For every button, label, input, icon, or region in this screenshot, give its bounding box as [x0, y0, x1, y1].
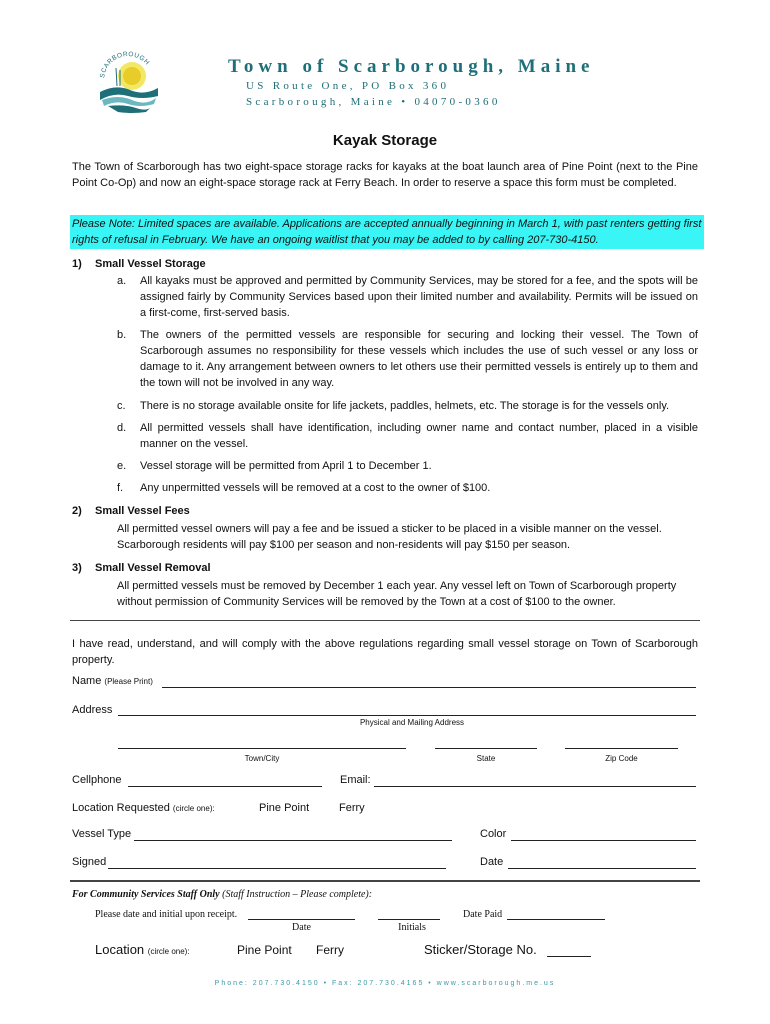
cellphone-field[interactable] — [128, 786, 322, 787]
name-hint: (Please Print) — [104, 677, 153, 686]
sticker-storage-field[interactable] — [547, 956, 591, 957]
intro-paragraph: The Town of Scarborough has two eight-space storage racks for kayaks at the boat launch area of Pine Point (next to the Pine Point Co-Op) and now an eight-space storage rack at Ferry Beach. In order to reserve a space this form must be completed. — [72, 161, 698, 189]
rule-letter: b. — [117, 329, 127, 341]
address-field[interactable] — [118, 715, 696, 716]
staff-option-pine-point[interactable]: Pine Point — [237, 943, 292, 957]
town-logo — [96, 46, 160, 118]
location-label — [72, 802, 215, 814]
email-label: Email: — [340, 774, 371, 786]
section-1-heading — [72, 258, 206, 270]
staff-date-field[interactable] — [248, 919, 355, 920]
logo-arc-text: SCARBOROUGH — [99, 50, 151, 79]
zip-field[interactable] — [565, 748, 678, 749]
date-field[interactable] — [508, 868, 696, 869]
color-field[interactable] — [511, 840, 696, 841]
rule-letter: c. — [117, 400, 126, 412]
rule-letter: d. — [117, 422, 127, 434]
rule-letter: a. — [117, 275, 127, 287]
address-caption: Physical and Mailing Address — [359, 718, 465, 727]
location-option-pine-point[interactable]: Pine Point — [259, 802, 310, 814]
state-field[interactable] — [435, 748, 537, 749]
state-caption: State — [476, 754, 496, 763]
name-label-text: Name — [72, 675, 102, 687]
rule-text: All permitted vessels shall have identification, including owner name and contact number, placed in a visible manner on the vessel. — [140, 422, 698, 450]
rule-text: All kayaks must be approved and permitted by Community Services, may be stored for a fee, and the spots will be assigned fairly by Community Services based upon their limited number and availability. Permits will be issued on a first-come, first-served basis. — [140, 275, 698, 319]
section-2-heading — [72, 505, 190, 517]
section-2-body: All permitted vessel owners will pay a fee and be issued a sticker to be placed in a visible manner on the vessel. Scarborough residents will pay $100 per season and non-residents will pay $150 per season. — [117, 523, 662, 551]
town-field[interactable] — [118, 748, 406, 749]
name-label — [72, 675, 153, 687]
staff-initials-field[interactable] — [378, 919, 440, 920]
address-label: Address — [72, 704, 113, 716]
address-line-1: US Route One, PO Box 360 — [246, 80, 450, 92]
rule-text: Vessel storage will be permitted from April 1 to December 1. — [140, 460, 432, 472]
section-1-number: 1) — [72, 258, 82, 270]
town-title: Town of Scarborough, Maine — [228, 56, 595, 77]
vessel-type-field[interactable] — [134, 840, 452, 841]
section-3-title: Small Vessel Removal — [95, 562, 211, 574]
staff-initials-caption: Initials — [398, 922, 426, 933]
address-line-2: Scarborough, Maine • 04070-0360 — [246, 96, 501, 108]
rule-text: There is no storage available onsite for life jackets, paddles, helmets, etc. The storage is for the vessels only. — [140, 400, 670, 412]
divider — [70, 620, 700, 621]
staff-location-hint: (circle one): — [147, 947, 190, 956]
section-3-number: 3) — [72, 562, 82, 574]
rule-letter: e. — [117, 460, 127, 472]
location-option-ferry[interactable]: Ferry — [339, 802, 365, 814]
color-label: Color — [480, 828, 507, 840]
rule-letter: f. — [117, 482, 124, 494]
staff-divider — [70, 880, 700, 882]
location-hint: (circle one): — [172, 804, 215, 813]
signature-field[interactable] — [108, 868, 446, 869]
section-1-title: Small Vessel Storage — [95, 258, 206, 270]
section-3-body: All permitted vessels must be removed by December 1 each year. Any vessel left on Town of Scarborough property without permission of Community Services will be removed by the Town at a cost of $100 to the owner. — [117, 580, 677, 608]
email-field[interactable] — [374, 786, 696, 787]
staff-instruction: Please date and initial upon receipt. — [95, 909, 238, 920]
date-paid-label: Date Paid — [463, 909, 503, 920]
zip-caption: Zip Code — [605, 754, 638, 763]
section-2-title: Small Vessel Fees — [95, 505, 190, 517]
cellphone-label: Cellphone — [72, 774, 122, 786]
location-label-text: Location Requested — [72, 802, 170, 814]
signed-label: Signed — [72, 856, 107, 868]
section-3-heading — [72, 562, 211, 574]
date-label: Date — [480, 856, 504, 868]
vessel-type-label: Vessel Type — [72, 828, 132, 840]
rule-text: Any unpermitted vessels will be removed at a cost to the owner of $100. — [140, 482, 491, 494]
footer-contact: Phone: 207.730.4150 • Fax: 207.730.4165 • www.scarborough.me.us — [214, 980, 556, 987]
staff-location-label — [95, 942, 190, 957]
date-paid-field[interactable] — [507, 919, 605, 920]
staff-option-ferry[interactable]: Ferry — [316, 943, 344, 957]
rule-text: The owners of the permitted vessels are responsible for securing and locking their vessel. The Town of Scarborough assumes no responsibility for these vessels which includes the use of such vessel or any loss or damage to it. Any arrangement between owners to let others use their permitted vessels is entirely up to them and the town will not be involved in any way. — [140, 329, 698, 389]
staff-heading — [72, 889, 372, 900]
sticker-storage-label: Sticker/Storage No. — [424, 942, 537, 957]
staff-heading-rest: (Staff Instruction – Please complete): — [222, 889, 373, 900]
staff-heading-bold: For Community Services Staff Only — [72, 889, 220, 900]
agreement-text: I have read, understand, and will comply with the above regulations regarding small vessel storage on Town of Scarborough property. — [72, 638, 698, 666]
town-caption: Town/City — [244, 754, 280, 763]
section-2-number: 2) — [72, 505, 82, 517]
name-field[interactable] — [162, 687, 696, 688]
staff-location-text: Location — [95, 942, 145, 957]
document-title: Kayak Storage — [332, 132, 438, 149]
staff-date-caption: Date — [292, 922, 311, 933]
limited-spaces-note: Please Note: Limited spaces are available. Applications are accepted annually beginning in March 1, with past renters getting first rights of refusal in February. We have an ongoing waitlist that you may be added to by calling 207-730-4150. — [70, 215, 704, 249]
